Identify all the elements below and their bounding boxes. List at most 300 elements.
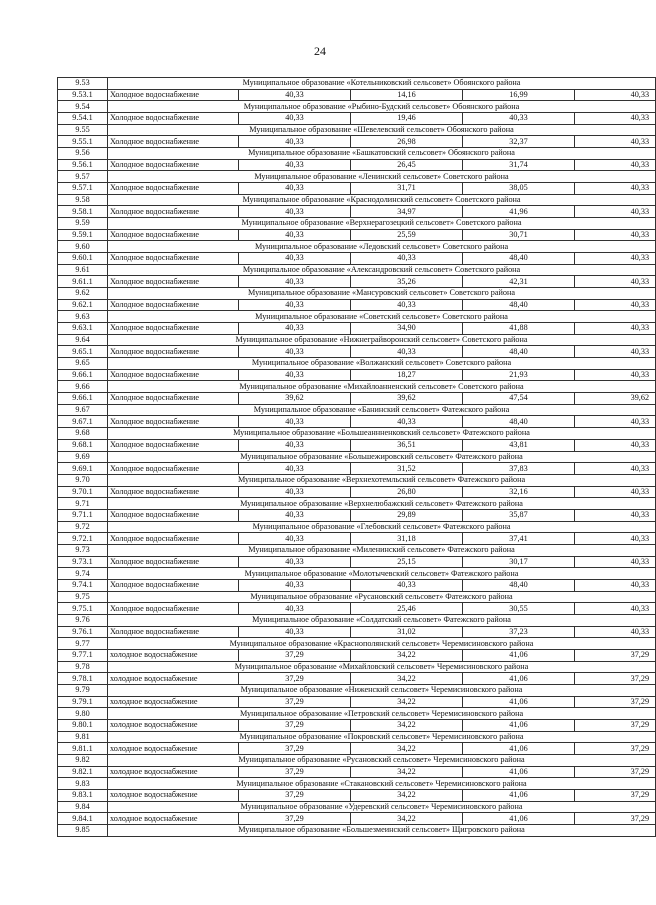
row-code: 9.60 bbox=[58, 241, 108, 253]
municipality-row bbox=[58, 825, 656, 837]
row-code: 9.76 bbox=[58, 614, 108, 626]
tariff-value-cell: 31,52 bbox=[351, 463, 463, 475]
municipality-row bbox=[58, 498, 656, 510]
tariff-value-cell: 40,33 bbox=[463, 113, 575, 125]
service-code: 9.73.1 bbox=[58, 556, 108, 568]
tariff-value-cell: 41,96 bbox=[463, 206, 575, 218]
tariff-value-cell: 30,17 bbox=[463, 556, 575, 568]
tariff-value-cell: 37,23 bbox=[463, 626, 575, 638]
row-code: 9.62 bbox=[58, 288, 108, 300]
tariff-value-cell: 41,06 bbox=[463, 743, 575, 755]
service-row bbox=[58, 299, 656, 311]
row-code: 9.82 bbox=[58, 754, 108, 766]
tariff-value-cell: 40,33 bbox=[239, 439, 351, 451]
tariff-value-cell: 40,33 bbox=[239, 276, 351, 288]
municipality-row bbox=[58, 101, 656, 113]
tariff-value-cell: 34,90 bbox=[351, 323, 463, 335]
tariff-value-cell: 34,22 bbox=[351, 743, 463, 755]
tariff-value-cell: 40,33 bbox=[575, 229, 656, 241]
tariff-value-cell: 31,18 bbox=[351, 533, 463, 545]
row-code: 9.72 bbox=[58, 521, 108, 533]
tariff-value-cell: 40,33 bbox=[575, 369, 656, 381]
row-code: 9.74 bbox=[58, 568, 108, 580]
service-row bbox=[58, 626, 656, 638]
row-code: 9.58 bbox=[58, 194, 108, 206]
page-number: 24 bbox=[314, 44, 326, 58]
tariff-value-cell: 48,40 bbox=[463, 346, 575, 358]
service-row bbox=[58, 463, 656, 475]
service-code: 9.77.1 bbox=[58, 649, 108, 661]
municipality-row bbox=[58, 264, 656, 276]
row-code: 9.73 bbox=[58, 544, 108, 556]
row-code: 9.63 bbox=[58, 311, 108, 323]
tariff-value-cell: 41,06 bbox=[463, 673, 575, 685]
tariff-value-cell: 40,33 bbox=[575, 159, 656, 171]
service-code: 9.81.1 bbox=[58, 743, 108, 755]
municipality-row bbox=[58, 778, 656, 790]
tariff-value-cell: 37,83 bbox=[463, 463, 575, 475]
row-code: 9.66 bbox=[58, 381, 108, 393]
tariff-value-cell: 40,33 bbox=[239, 486, 351, 498]
row-code: 9.79 bbox=[58, 684, 108, 696]
municipality-title: Муниципальное образование «Краснополянский сельсовет» Черемисиновского района bbox=[108, 638, 656, 650]
tariff-value-cell: 40,33 bbox=[239, 159, 351, 171]
municipality-title: Муниципальное образование «Советский сельсовет» Советского района bbox=[108, 311, 656, 323]
tariff-value-cell: 40,33 bbox=[575, 533, 656, 545]
tariff-value-cell: 37,29 bbox=[239, 649, 351, 661]
municipality-title: Муниципальное образование «Солдатский сельсовет» Фатежского района bbox=[108, 614, 656, 626]
service-row bbox=[58, 416, 656, 428]
tariff-value-cell: 37,29 bbox=[575, 743, 656, 755]
service-row bbox=[58, 159, 656, 171]
municipality-title: Муниципальное образование «Ниженский сельсовет» Черемисиновского района bbox=[108, 684, 656, 696]
tariff-value-cell: 41,06 bbox=[463, 696, 575, 708]
municipality-title: Муниципальное образование «Краснодолинский сельсовет» Советского района bbox=[108, 194, 656, 206]
tariff-value-cell: 21,93 bbox=[463, 369, 575, 381]
service-row bbox=[58, 369, 656, 381]
tariff-value-cell: 41,06 bbox=[463, 719, 575, 731]
service-code: 9.82.1 bbox=[58, 766, 108, 778]
service-code: 9.53.1 bbox=[58, 89, 108, 101]
tariff-value-cell: 34,22 bbox=[351, 696, 463, 708]
tariff-value-cell: 32,16 bbox=[463, 486, 575, 498]
service-name: холодное водоснабжение bbox=[108, 789, 239, 801]
tariff-value-cell: 37,29 bbox=[575, 673, 656, 685]
service-name: Холодное водоснабжение bbox=[108, 253, 239, 265]
row-code: 9.59 bbox=[58, 218, 108, 230]
service-code: 9.58.1 bbox=[58, 206, 108, 218]
municipality-row bbox=[58, 568, 656, 580]
service-name: Холодное водоснабжение bbox=[108, 229, 239, 241]
tariff-value-cell: 38,05 bbox=[463, 183, 575, 195]
service-name: Холодное водоснабжение bbox=[108, 346, 239, 358]
service-code: 9.84.1 bbox=[58, 813, 108, 825]
service-name: холодное водоснабжение bbox=[108, 813, 239, 825]
service-code: 9.57.1 bbox=[58, 183, 108, 195]
tariff-value-cell: 18,27 bbox=[351, 369, 463, 381]
tariff-value-cell: 47,54 bbox=[463, 393, 575, 405]
tariff-value-cell: 37,41 bbox=[463, 533, 575, 545]
municipality-row bbox=[58, 708, 656, 720]
row-code: 9.75 bbox=[58, 591, 108, 603]
tariff-value-cell: 26,80 bbox=[351, 486, 463, 498]
service-row bbox=[58, 649, 656, 661]
tariff-value-cell: 40,33 bbox=[239, 183, 351, 195]
tariff-value-cell: 40,33 bbox=[239, 299, 351, 311]
tariff-value-cell: 48,40 bbox=[463, 579, 575, 591]
tariff-value-cell: 41,06 bbox=[463, 789, 575, 801]
tariff-value-cell: 37,29 bbox=[239, 789, 351, 801]
tariff-value-cell: 40,33 bbox=[575, 486, 656, 498]
tariff-value-cell: 48,40 bbox=[463, 253, 575, 265]
service-code: 9.75.1 bbox=[58, 603, 108, 615]
tariff-value-cell: 40,33 bbox=[575, 323, 656, 335]
service-code: 9.56.1 bbox=[58, 159, 108, 171]
municipality-row bbox=[58, 148, 656, 160]
municipality-row bbox=[58, 544, 656, 556]
service-row bbox=[58, 603, 656, 615]
municipality-title: Муниципальное образование «Покровский сельсовет» Черемисиновского района bbox=[108, 731, 656, 743]
service-code: 9.66.1 bbox=[58, 393, 108, 405]
tariff-value-cell: 40,33 bbox=[239, 509, 351, 521]
municipality-row bbox=[58, 334, 656, 346]
service-code: 9.70.1 bbox=[58, 486, 108, 498]
municipality-row bbox=[58, 358, 656, 370]
municipality-row bbox=[58, 521, 656, 533]
tariff-value-cell: 30,71 bbox=[463, 229, 575, 241]
tariff-value-cell: 40,33 bbox=[575, 463, 656, 475]
service-name: Холодное водоснабжение bbox=[108, 533, 239, 545]
municipality-row bbox=[58, 124, 656, 136]
service-name: Холодное водоснабжение bbox=[108, 486, 239, 498]
tariff-value-cell: 14,16 bbox=[351, 89, 463, 101]
municipality-title: Муниципальное образование «Большежировский сельсовет» Фатежского района bbox=[108, 451, 656, 463]
tariff-value-cell: 40,33 bbox=[239, 229, 351, 241]
tariff-value-cell: 37,29 bbox=[239, 673, 351, 685]
row-code: 9.55 bbox=[58, 124, 108, 136]
tariff-value-cell: 36,51 bbox=[351, 439, 463, 451]
service-name: Холодное водоснабжение bbox=[108, 369, 239, 381]
service-code: 9.62.1 bbox=[58, 299, 108, 311]
tariff-value-cell: 48,40 bbox=[463, 416, 575, 428]
tariff-value-cell: 40,33 bbox=[575, 183, 656, 195]
service-row bbox=[58, 696, 656, 708]
tariff-value-cell: 37,29 bbox=[239, 766, 351, 778]
service-row bbox=[58, 89, 656, 101]
tariff-value-cell: 40,33 bbox=[239, 416, 351, 428]
service-row bbox=[58, 253, 656, 265]
service-name: холодное водоснабжение bbox=[108, 719, 239, 731]
tariff-value-cell: 40,33 bbox=[351, 253, 463, 265]
service-name: Холодное водоснабжение bbox=[108, 183, 239, 195]
tariff-value-cell: 40,33 bbox=[575, 556, 656, 568]
tariff-value-cell: 34,22 bbox=[351, 789, 463, 801]
service-name: Холодное водоснабжение bbox=[108, 276, 239, 288]
municipality-title: Муниципальное образование «Шевелевский сельсовет» Обоянского района bbox=[108, 124, 656, 136]
tariff-value-cell: 39,62 bbox=[239, 393, 351, 405]
row-code: 9.67 bbox=[58, 404, 108, 416]
tariff-value-cell: 40,33 bbox=[239, 206, 351, 218]
service-name: Холодное водоснабжение bbox=[108, 89, 239, 101]
municipality-title: Муниципальное образование «Верхнехотемльский сельсовет» Фатежского района bbox=[108, 474, 656, 486]
municipality-title: Муниципальное образование «Александровский сельсовет» Советского района bbox=[108, 264, 656, 276]
tariff-value-cell: 41,88 bbox=[463, 323, 575, 335]
service-name: Холодное водоснабжение bbox=[108, 603, 239, 615]
service-name: холодное водоснабжение bbox=[108, 696, 239, 708]
municipality-title: Муниципальное образование «Русановский сельсовет» Фатежского района bbox=[108, 591, 656, 603]
service-name: Холодное водоснабжение bbox=[108, 416, 239, 428]
tariff-value-cell: 31,74 bbox=[463, 159, 575, 171]
tariff-value-cell: 35,87 bbox=[463, 509, 575, 521]
tariff-value-cell: 39,62 bbox=[351, 393, 463, 405]
tariff-value-cell: 40,33 bbox=[351, 346, 463, 358]
service-name: Холодное водоснабжение bbox=[108, 626, 239, 638]
tariff-value-cell: 41,06 bbox=[463, 649, 575, 661]
tariff-value-cell: 34,22 bbox=[351, 766, 463, 778]
municipality-title: Муниципальное образование «Михайловский сельсовет» Черемисиновского района bbox=[108, 661, 656, 673]
tariff-value-cell: 40,33 bbox=[575, 113, 656, 125]
municipality-row bbox=[58, 78, 656, 90]
tariff-value-cell: 37,29 bbox=[575, 719, 656, 731]
tariff-value-cell: 37,29 bbox=[575, 813, 656, 825]
row-code: 9.53 bbox=[58, 78, 108, 90]
service-name: Холодное водоснабжение bbox=[108, 206, 239, 218]
row-code: 9.80 bbox=[58, 708, 108, 720]
municipality-title: Муниципальное образование «Мансуровский сельсовет» Советского района bbox=[108, 288, 656, 300]
municipality-row bbox=[58, 451, 656, 463]
tariff-value-cell: 37,29 bbox=[239, 719, 351, 731]
tariff-value-cell: 40,33 bbox=[239, 136, 351, 148]
row-code: 9.83 bbox=[58, 778, 108, 790]
service-row bbox=[58, 813, 656, 825]
municipality-title: Муниципальное образование «Волжанский сельсовет» Советского района bbox=[108, 358, 656, 370]
service-name: Холодное водоснабжение bbox=[108, 299, 239, 311]
municipality-title: Муниципальное образование «Михайлоанненский сельсовет» Советского района bbox=[108, 381, 656, 393]
municipality-title: Муниципальное образование «Рыбино-Будский сельсовет» Обоянского района bbox=[108, 101, 656, 113]
service-name: Холодное водоснабжение bbox=[108, 556, 239, 568]
municipality-row bbox=[58, 194, 656, 206]
service-name: Холодное водоснабжение bbox=[108, 136, 239, 148]
tariff-value-cell: 40,33 bbox=[575, 136, 656, 148]
service-row bbox=[58, 113, 656, 125]
service-row bbox=[58, 556, 656, 568]
municipality-row bbox=[58, 474, 656, 486]
tariff-value-cell: 26,45 bbox=[351, 159, 463, 171]
tariff-value-cell: 40,33 bbox=[239, 533, 351, 545]
municipality-title: Муниципальное образование «Верхнелюбажский сельсовет» Фатежского района bbox=[108, 498, 656, 510]
tariff-value-cell: 30,55 bbox=[463, 603, 575, 615]
service-row bbox=[58, 509, 656, 521]
municipality-title: Муниципальное образование «Банинский сельсовет» Фатежского района bbox=[108, 404, 656, 416]
tariff-value-cell: 40,33 bbox=[239, 323, 351, 335]
tariff-table bbox=[57, 77, 656, 837]
row-code: 9.71 bbox=[58, 498, 108, 510]
tariff-value-cell: 40,33 bbox=[239, 253, 351, 265]
municipality-row bbox=[58, 218, 656, 230]
service-name: Холодное водоснабжение bbox=[108, 509, 239, 521]
tariff-value-cell: 32,37 bbox=[463, 136, 575, 148]
service-code: 9.59.1 bbox=[58, 229, 108, 241]
tariff-value-cell: 40,33 bbox=[575, 299, 656, 311]
municipality-row bbox=[58, 288, 656, 300]
service-code: 9.83.1 bbox=[58, 789, 108, 801]
municipality-title: Муниципальное образование «Большеаннненковский сельсовет» Фатежского района bbox=[108, 428, 656, 440]
service-code: 9.76.1 bbox=[58, 626, 108, 638]
row-code: 9.77 bbox=[58, 638, 108, 650]
tariff-value-cell: 40,33 bbox=[575, 626, 656, 638]
service-row bbox=[58, 323, 656, 335]
service-row bbox=[58, 533, 656, 545]
row-code: 9.54 bbox=[58, 101, 108, 113]
row-code: 9.61 bbox=[58, 264, 108, 276]
row-code: 9.85 bbox=[58, 825, 108, 837]
row-code: 9.69 bbox=[58, 451, 108, 463]
tariff-value-cell: 40,33 bbox=[575, 579, 656, 591]
row-code: 9.56 bbox=[58, 148, 108, 160]
service-row bbox=[58, 229, 656, 241]
municipality-title: Муниципальное образование «Удеревский сельсовет» Черемисиновского района bbox=[108, 801, 656, 813]
tariff-value-cell: 40,33 bbox=[351, 299, 463, 311]
service-code: 9.72.1 bbox=[58, 533, 108, 545]
tariff-value-cell: 37,29 bbox=[575, 766, 656, 778]
tariff-value-cell: 31,71 bbox=[351, 183, 463, 195]
service-code: 9.66.1 bbox=[58, 369, 108, 381]
service-row bbox=[58, 789, 656, 801]
service-name: холодное водоснабжение bbox=[108, 743, 239, 755]
service-row bbox=[58, 486, 656, 498]
municipality-row bbox=[58, 661, 656, 673]
municipality-title: Муниципальное образование «Нижнеграйворонский сельсовет» Советского района bbox=[108, 334, 656, 346]
municipality-title: Муниципальное образование «Глебовский сельсовет» Фатежского района bbox=[108, 521, 656, 533]
municipality-title: Муниципальное образование «Верхнерагозецкий сельсовет» Советского района bbox=[108, 218, 656, 230]
municipality-title: Муниципальное образование «Башкатовский сельсовет» Обоянского района bbox=[108, 148, 656, 160]
row-code: 9.84 bbox=[58, 801, 108, 813]
service-row bbox=[58, 393, 656, 405]
service-row bbox=[58, 276, 656, 288]
municipality-title: Муниципальное образование «Молотычевский сельсовет» Фатежского района bbox=[108, 568, 656, 580]
service-name: Холодное водоснабжение bbox=[108, 393, 239, 405]
municipality-row bbox=[58, 428, 656, 440]
tariff-value-cell: 37,29 bbox=[575, 696, 656, 708]
service-code: 9.61.1 bbox=[58, 276, 108, 288]
service-code: 9.74.1 bbox=[58, 579, 108, 591]
row-code: 9.78 bbox=[58, 661, 108, 673]
service-code: 9.60.1 bbox=[58, 253, 108, 265]
service-code: 9.78.1 bbox=[58, 673, 108, 685]
municipality-row bbox=[58, 614, 656, 626]
tariff-value-cell: 37,29 bbox=[575, 649, 656, 661]
tariff-table-body bbox=[58, 78, 656, 837]
municipality-title: Муниципальное образование «Ленинский сельсовет» Советского района bbox=[108, 171, 656, 183]
tariff-value-cell: 25,15 bbox=[351, 556, 463, 568]
tariff-value-cell: 29,89 bbox=[351, 509, 463, 521]
service-name: Холодное водоснабжение bbox=[108, 439, 239, 451]
tariff-value-cell: 37,29 bbox=[239, 696, 351, 708]
tariff-value-cell: 34,22 bbox=[351, 813, 463, 825]
tariff-value-cell: 40,33 bbox=[239, 89, 351, 101]
tariff-value-cell: 40,33 bbox=[351, 579, 463, 591]
tariff-value-cell: 34,22 bbox=[351, 719, 463, 731]
municipality-title: Муниципальное образование «Русановский сельсовет» Черемисиновского района bbox=[108, 754, 656, 766]
service-code: 9.69.1 bbox=[58, 463, 108, 475]
tariff-value-cell: 40,33 bbox=[239, 579, 351, 591]
service-name: Холодное водоснабжение bbox=[108, 159, 239, 171]
tariff-value-cell: 40,33 bbox=[575, 346, 656, 358]
service-name: Холодное водоснабжение bbox=[108, 579, 239, 591]
tariff-value-cell: 40,33 bbox=[239, 113, 351, 125]
row-code: 9.65 bbox=[58, 358, 108, 370]
tariff-value-cell: 34,22 bbox=[351, 673, 463, 685]
tariff-value-cell: 26,98 bbox=[351, 136, 463, 148]
municipality-row bbox=[58, 638, 656, 650]
service-row bbox=[58, 439, 656, 451]
tariff-value-cell: 40,33 bbox=[575, 439, 656, 451]
row-code: 9.64 bbox=[58, 334, 108, 346]
tariff-value-cell: 40,33 bbox=[239, 603, 351, 615]
municipality-row bbox=[58, 754, 656, 766]
service-row bbox=[58, 183, 656, 195]
tariff-value-cell: 31,02 bbox=[351, 626, 463, 638]
municipality-title: Муниципальное образование «Петровский сельсовет» Черемисиновского района bbox=[108, 708, 656, 720]
tariff-value-cell: 40,33 bbox=[575, 253, 656, 265]
tariff-value-cell: 40,33 bbox=[575, 416, 656, 428]
row-code: 9.70 bbox=[58, 474, 108, 486]
tariff-value-cell: 25,46 bbox=[351, 603, 463, 615]
row-code: 9.81 bbox=[58, 731, 108, 743]
service-name: Холодное водоснабжение bbox=[108, 463, 239, 475]
row-code: 9.57 bbox=[58, 171, 108, 183]
service-code: 9.67.1 bbox=[58, 416, 108, 428]
service-code: 9.80.1 bbox=[58, 719, 108, 731]
row-code: 9.68 bbox=[58, 428, 108, 440]
service-name: холодное водоснабжение bbox=[108, 649, 239, 661]
tariff-value-cell: 40,33 bbox=[575, 89, 656, 101]
service-row bbox=[58, 136, 656, 148]
service-name: холодное водоснабжение bbox=[108, 673, 239, 685]
tariff-value-cell: 34,97 bbox=[351, 206, 463, 218]
municipality-row bbox=[58, 591, 656, 603]
tariff-value-cell: 40,33 bbox=[239, 556, 351, 568]
tariff-value-cell: 40,33 bbox=[575, 276, 656, 288]
tariff-value-cell: 39,62 bbox=[575, 393, 656, 405]
service-row bbox=[58, 719, 656, 731]
service-row bbox=[58, 346, 656, 358]
municipality-title: Муниципальное образование «Миленинский сельсовет» Фатежского района bbox=[108, 544, 656, 556]
tariff-value-cell: 25,59 bbox=[351, 229, 463, 241]
municipality-row bbox=[58, 311, 656, 323]
service-code: 9.65.1 bbox=[58, 346, 108, 358]
tariff-value-cell: 48,40 bbox=[463, 299, 575, 311]
tariff-value-cell: 40,33 bbox=[239, 463, 351, 475]
service-row bbox=[58, 579, 656, 591]
municipality-title: Муниципальное образование «Котельниковский сельсовет» Обоянского района bbox=[108, 78, 656, 90]
service-row bbox=[58, 206, 656, 218]
tariff-value-cell: 41,06 bbox=[463, 813, 575, 825]
tariff-value-cell: 16,99 bbox=[463, 89, 575, 101]
municipality-row bbox=[58, 801, 656, 813]
service-code: 9.55.1 bbox=[58, 136, 108, 148]
tariff-value-cell: 37,29 bbox=[239, 743, 351, 755]
municipality-row bbox=[58, 171, 656, 183]
service-code: 9.63.1 bbox=[58, 323, 108, 335]
municipality-row bbox=[58, 404, 656, 416]
tariff-value-cell: 37,29 bbox=[575, 789, 656, 801]
tariff-value-cell: 34,22 bbox=[351, 649, 463, 661]
tariff-value-cell: 41,06 bbox=[463, 766, 575, 778]
service-row bbox=[58, 743, 656, 755]
municipality-title: Муниципальное образование «Ледовский сельсовет» Советского района bbox=[108, 241, 656, 253]
service-code: 9.54.1 bbox=[58, 113, 108, 125]
